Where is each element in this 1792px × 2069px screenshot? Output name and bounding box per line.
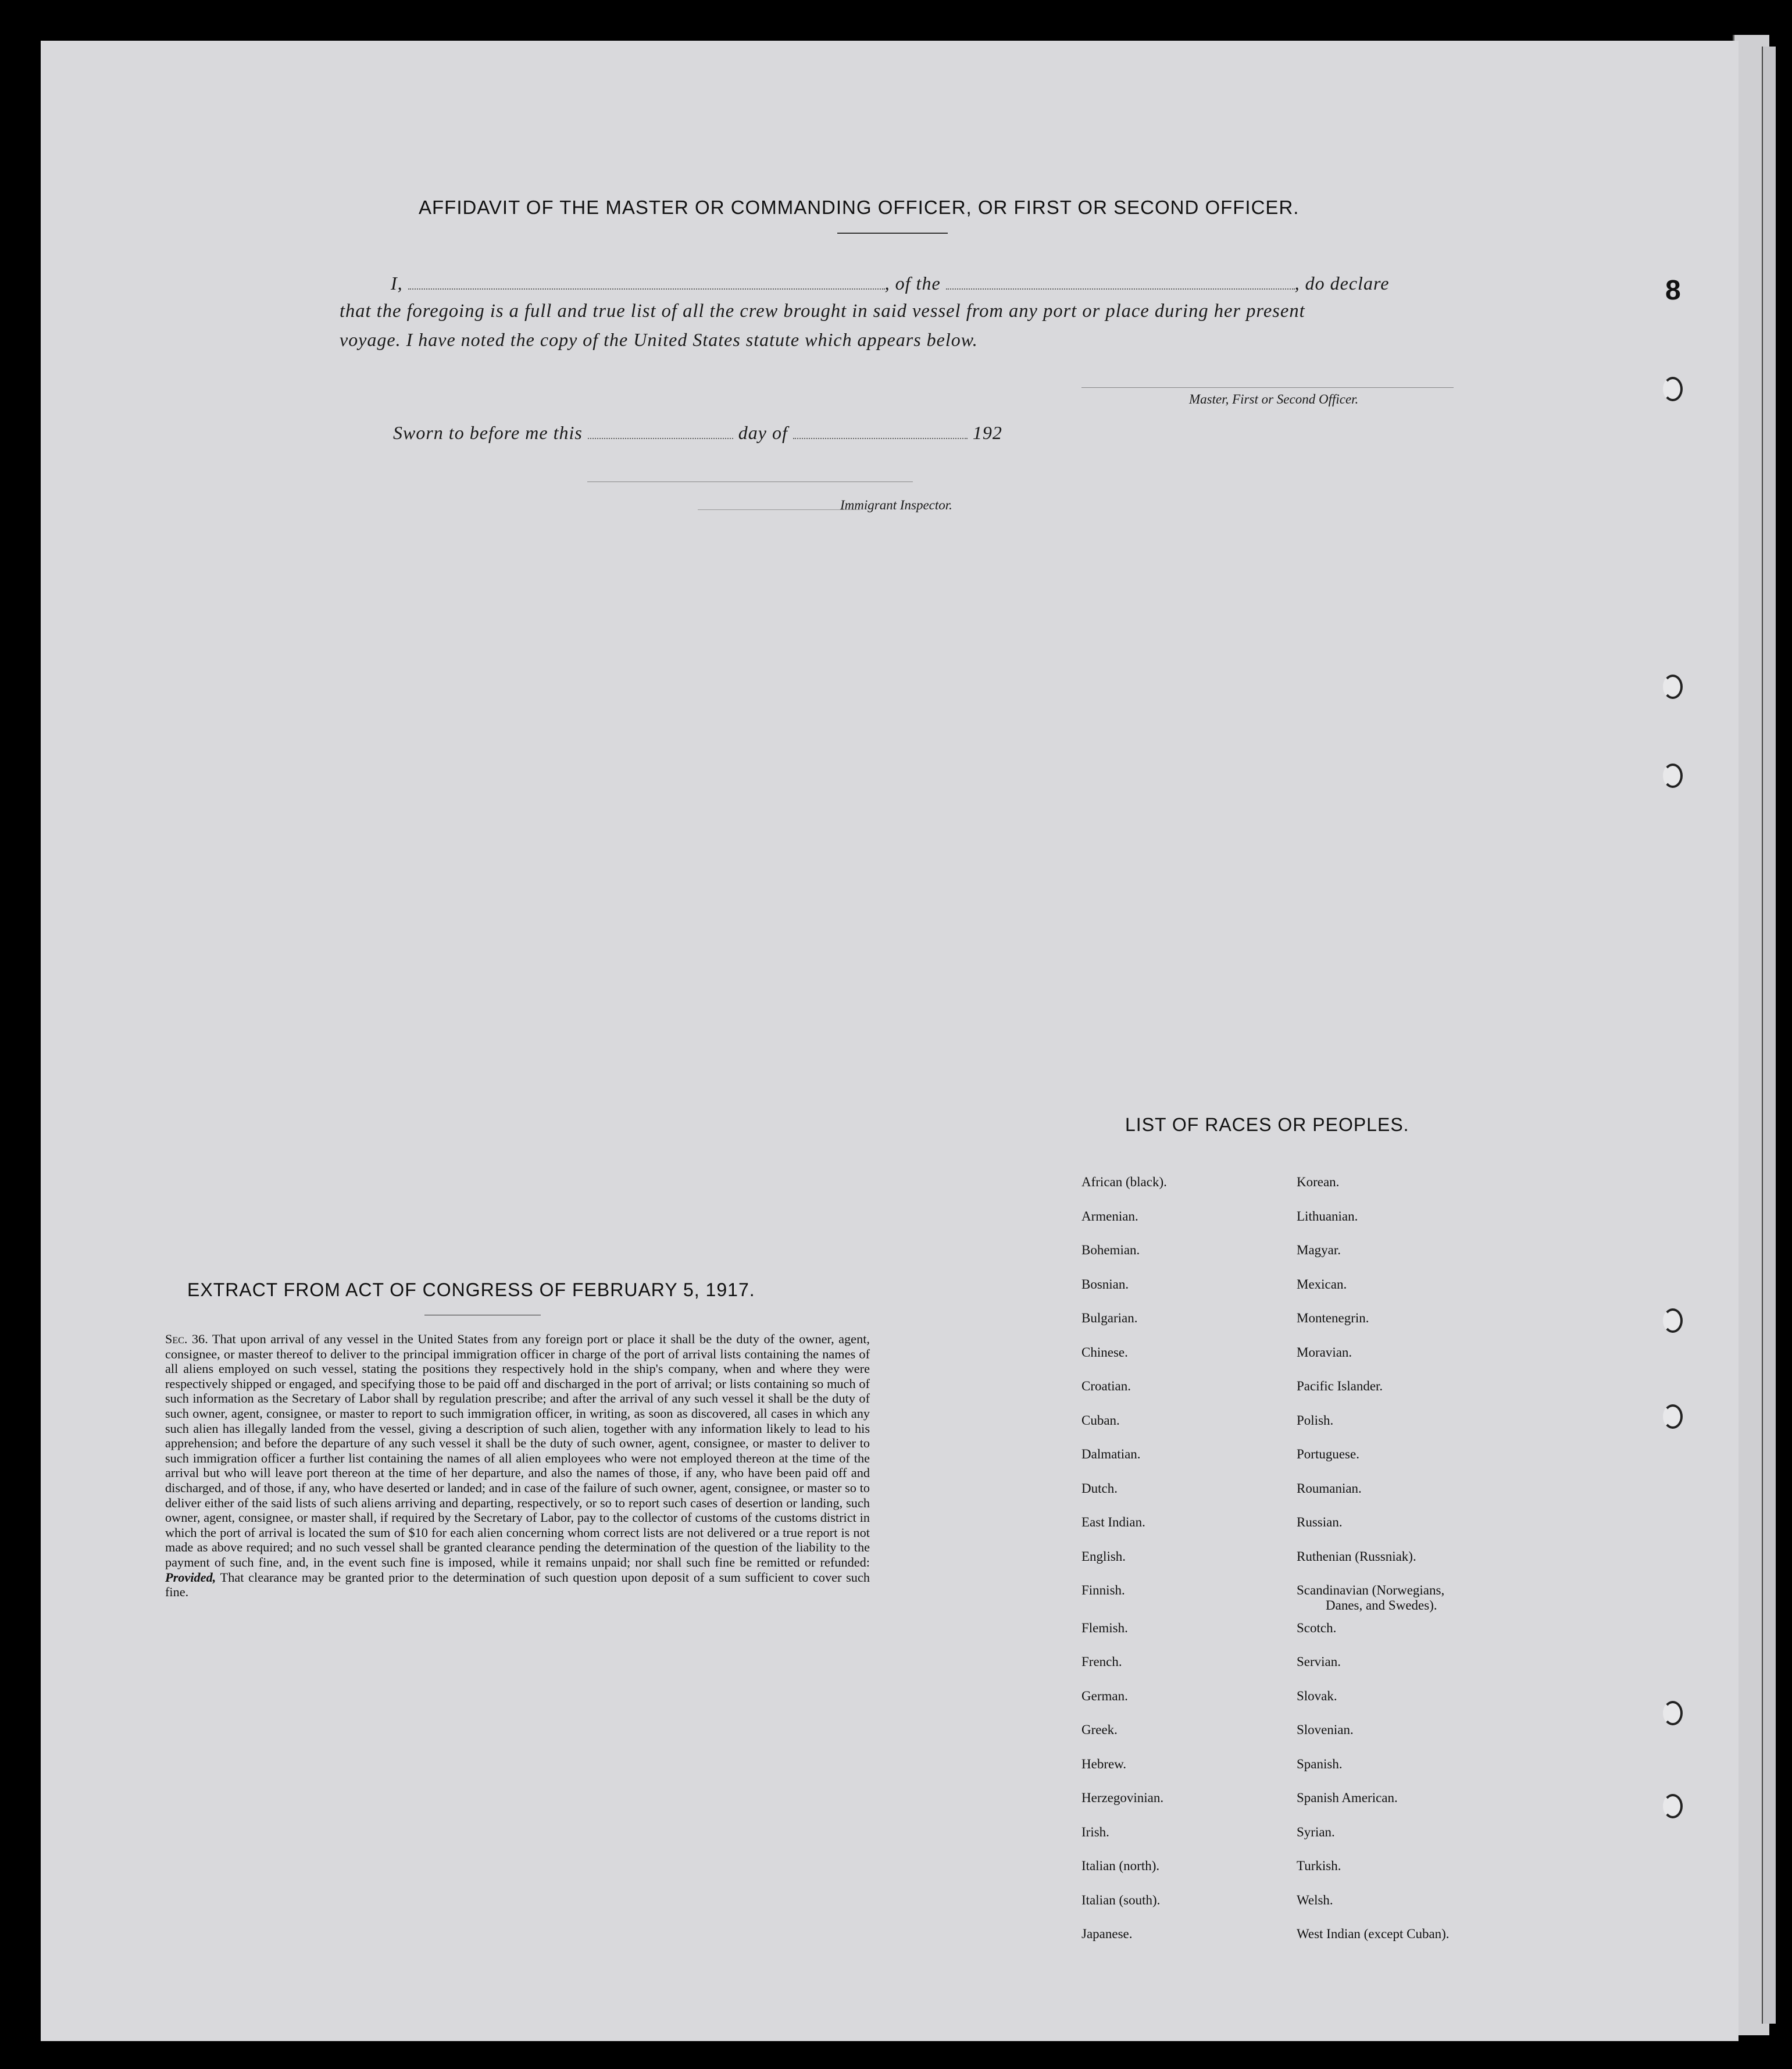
race-item: Welsh. [1297,1892,1333,1907]
race-item: East Indian. [1081,1515,1145,1529]
punch-hole [1663,1794,1683,1818]
race-item: Bulgarian. [1081,1311,1138,1325]
race-item: Italian (south). [1081,1892,1161,1907]
race-item: Chinese. [1081,1344,1128,1360]
page-number: 8 [1665,275,1681,306]
race-item: Croatian. [1081,1379,1131,1393]
punch-hole [1663,1308,1683,1333]
sworn-prefix: Sworn to before me this [393,422,583,443]
affidavit-line-3: voyage. I have noted the copy of the United States statute which appears below. [340,329,978,350]
section-label: Sec. 36. [165,1332,208,1346]
race-item: Magyar. [1297,1243,1341,1257]
race-item: Ruthenian (Russniak). [1297,1549,1416,1564]
race-item: Mexican. [1297,1276,1347,1292]
race-item: Syrian. [1297,1824,1335,1839]
race-item: Montenegrin. [1297,1311,1369,1325]
race-item: Bosnian. [1081,1276,1129,1292]
race-item: Italian (north). [1081,1858,1160,1873]
vessel-prefix: , of the [884,273,941,294]
sworn-day-field[interactable] [588,422,733,439]
race-item: Bohemian. [1081,1243,1140,1257]
race-item: Finnish. [1081,1583,1125,1597]
proviso-text: That clearance may be granted prior to the determination of such question upon deposit of a sum sufficient to cover such fine. [165,1569,870,1600]
declarant-name-field[interactable] [408,272,885,290]
inspector-signature-line[interactable] [587,481,913,482]
race-item: Dalmatian. [1081,1447,1141,1461]
race-item: Lithuanian. [1297,1208,1358,1223]
race-item: Moravian. [1297,1344,1352,1360]
affidavit-declaration-line [391,272,1389,294]
section-text: That upon arrival of any vessel in the United States from any foreign port or place it shall be the duty of the owner, agent, consignee, or master thereof to deliver to the principal immigration officer in charge of the port of arrival lists containing the names of all aliens employed on such vessel, stating the positions they respectively hold in the ship's company, when and where they were respectively shipped or engaged, and specifying those to be paid off and discharged in the port of arrival; or lists containing so much of such information as the Secretary of Labor shall by regulation prescribe; and after the arrival of any such vessel it shall be the duty of such owner, agent, consignee, or master to report to such immigration officer, in writing, as soon as discovered, all cases in which any such alien has illegally landed from the vessel, giving a description of such alien, together with any information likely to lead to his apprehension; and before the departure of any such vessel it shall be the duty of such owner, agent, consignee, or master to deliver to such immigration officer a further list containing the names of all alien employees who were not employed thereon at the time of the arrival but who will leave port thereon at the time of her departure, and also the names of those, if any, who have been paid off and discharged, and of those, if any, who have deserted or landed; and in case of the failure of such owner, agent, consignee, or master so to deliver either of the said lists of such aliens arriving and departing, respectively, or so to report such cases of desertion or landing, such owner, agent, consignee, or master shall, if required by the Secretary of Labor, pay to the collector of customs of the customs district in which the port of arrival is located the sum of $10 for each alien concerning whom correct lists are not delivered or a true report is not made as above required; and no such vessel shall be granted clearance pending the determination of the question of the liability to the payment of such fine, and, in the event such fine is imposed, while it remains unpaid; nor shall such fine be remitted or refunded: [165,1332,870,1569]
race-item: Irish. [1081,1824,1109,1839]
race-item: Polish. [1297,1412,1334,1428]
affidavit-line-2: that the foregoing is a full and true list of all the crew brought in said vessel from any port or place during her present [340,301,1305,322]
vessel-name-field[interactable] [946,272,1295,290]
race-item: Greek. [1081,1722,1118,1737]
affidavit-title-rule [837,233,948,234]
race-item: Slovenian. [1297,1722,1354,1737]
page-stack-edge-back [1762,47,1776,2024]
punch-hole [1663,1701,1683,1725]
master-signature-label: Master, First or Second Officer. [1189,392,1359,406]
document-page [41,41,1739,2041]
race-item: Hebrew. [1081,1756,1127,1771]
sworn-day-label: day of [738,422,788,443]
sworn-year: 192 [972,422,1002,443]
race-item: Scotch. [1297,1620,1337,1635]
races-title: LIST OF RACES OR PEOPLES. [1125,1114,1409,1135]
race-item: Korean. [1297,1175,1340,1189]
race-item-continuation: Danes, and Swedes). [1326,1598,1437,1613]
race-item: Roumanian. [1297,1481,1362,1496]
race-item: Spanish American. [1297,1790,1398,1805]
punch-hole [1663,377,1683,401]
inspector-label: Immigrant Inspector. [840,498,952,512]
race-item: Herzegovinian. [1081,1790,1164,1805]
race-item: Flemish. [1081,1620,1128,1635]
affidavit-title: AFFIDAVIT OF THE MASTER OR COMMANDING OFFICER, OR FIRST OR SECOND OFFICER. [419,197,1300,218]
extract-body [165,1332,870,1600]
sworn-month-field[interactable] [793,422,968,439]
declarant-prefix: I, [391,273,403,294]
race-item: Servian. [1297,1654,1341,1669]
master-signature-line[interactable] [1081,387,1454,388]
race-item: Armenian. [1081,1208,1138,1223]
proviso-label: Provided, [165,1569,216,1585]
punch-hole [1663,675,1683,699]
race-item: Spanish. [1297,1756,1343,1771]
race-item: Pacific Islander. [1297,1379,1383,1393]
race-item: Dutch. [1081,1481,1118,1496]
races-left-column [1081,1175,1256,1989]
declare-suffix: , do declare [1294,273,1390,294]
race-item: French. [1081,1654,1122,1669]
race-item: Scandinavian (Norwegians, [1297,1583,1445,1597]
race-item: African (black). [1081,1175,1167,1189]
punch-hole [1663,764,1683,788]
race-item: Turkish. [1297,1858,1341,1873]
race-item: German. [1081,1688,1128,1703]
races-right-column [1297,1175,1529,1989]
inspector-signature-subline [698,509,861,510]
race-item: West Indian (except Cuban). [1297,1927,1450,1941]
sworn-line [393,422,1002,444]
race-item: Japanese. [1081,1927,1133,1941]
punch-hole [1663,1404,1683,1429]
race-item: Portuguese. [1297,1447,1359,1461]
race-item: Cuban. [1081,1412,1120,1428]
race-item: Slovak. [1297,1688,1337,1703]
extract-title: EXTRACT FROM ACT OF CONGRESS OF FEBRUARY 5, 1917. [187,1279,755,1300]
race-item: English. [1081,1549,1126,1564]
race-item: Russian. [1297,1515,1343,1529]
